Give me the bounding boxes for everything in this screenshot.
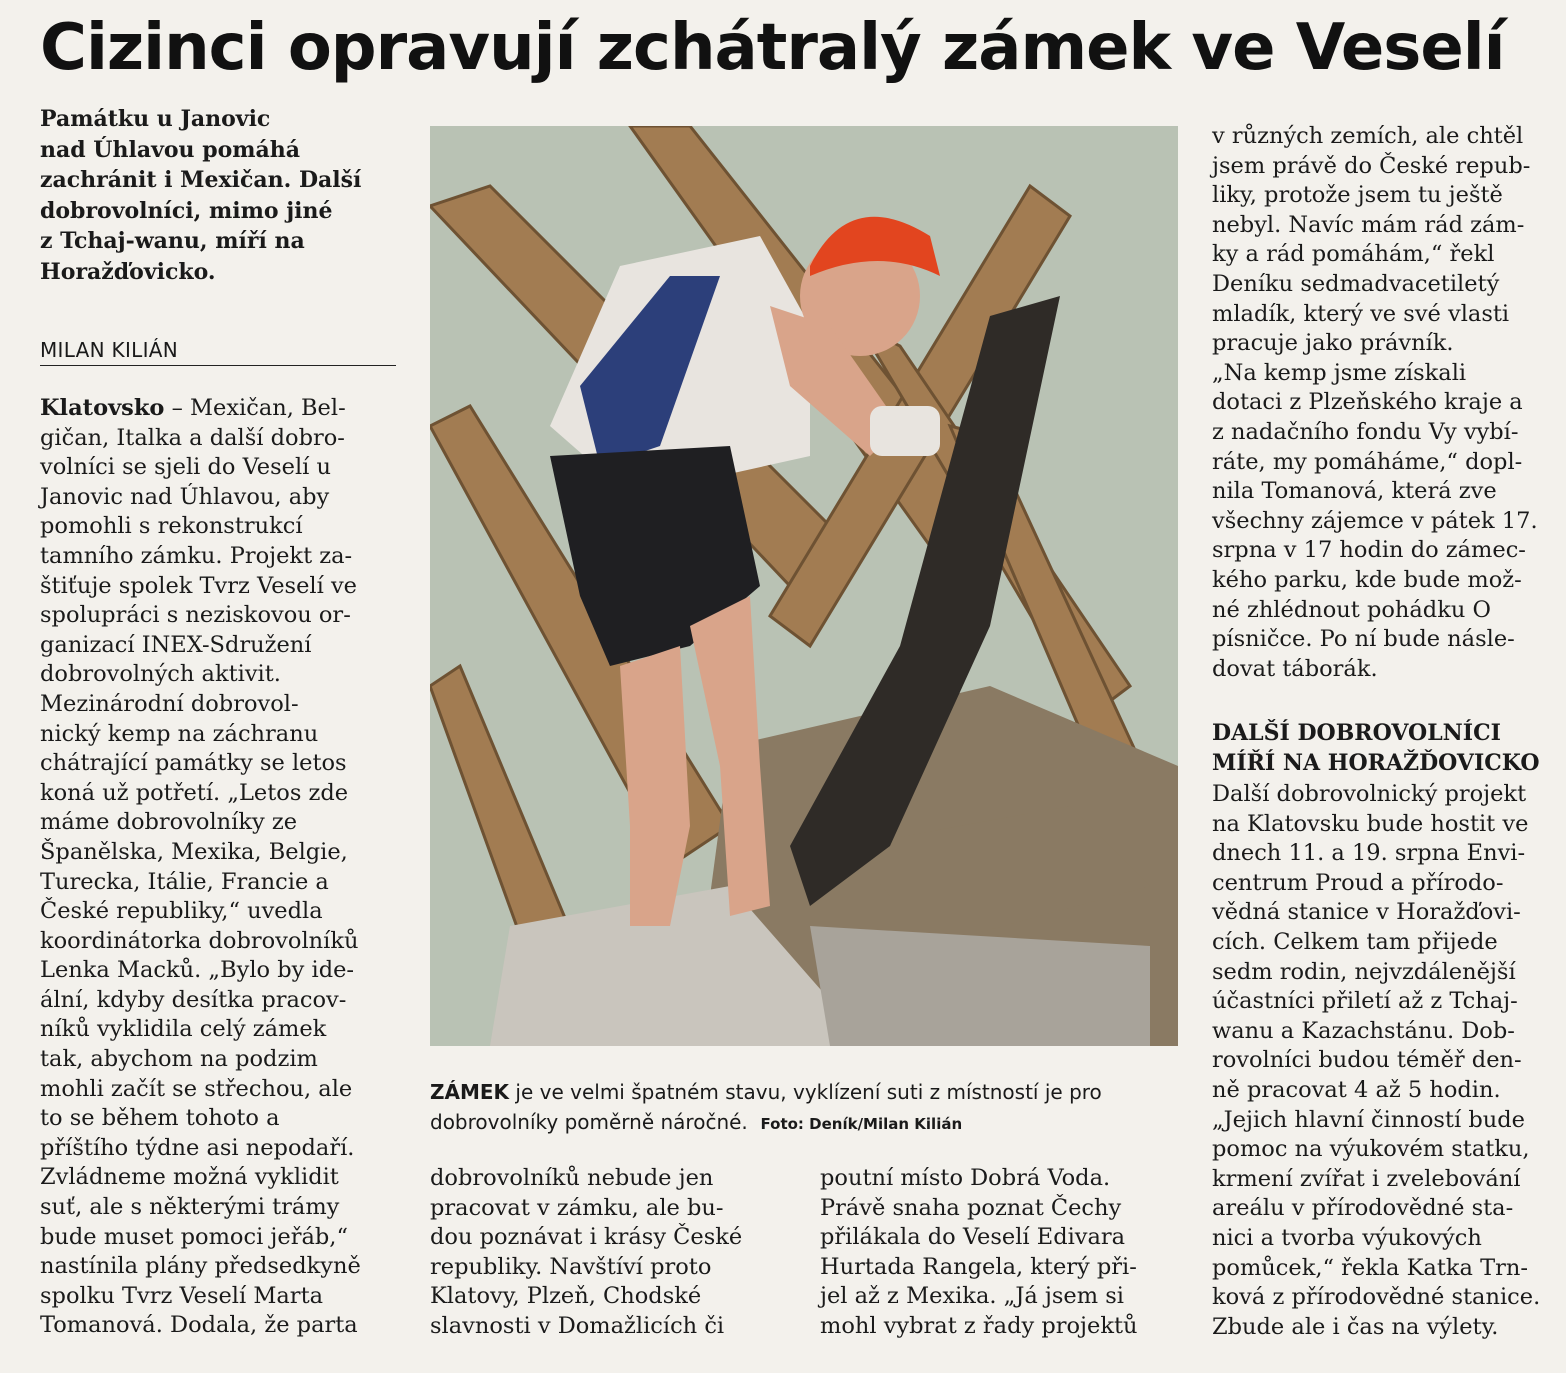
dateline-continuation: – Mexičan, Bel- [164, 395, 346, 421]
photo-illustration [430, 126, 1178, 1046]
text-line: dobrovolníci, mimo jiné [40, 197, 333, 224]
photo-caption [430, 1077, 1178, 1139]
text-line: centrum Proud a přírodo- [1212, 869, 1504, 896]
caption-text-2: dobrovolníky poměrně náročné. [430, 1110, 748, 1134]
text-line: z Tchaj-wanu, míří na [40, 228, 305, 254]
text-line: republiky. Navštíví proto [430, 1253, 712, 1280]
body-column-2 [430, 1164, 790, 1342]
text-line: vědná stanice v Horažďovi- [1212, 899, 1521, 926]
text-line: přilákala do Veselí Edivara [820, 1224, 1126, 1251]
text-line: ráte, my pomáháme,“ dopl- [1212, 448, 1523, 475]
text-line: suť, ale s některými trámy [40, 1194, 340, 1221]
text-line: mohli začít se střechou, ale [40, 1075, 353, 1102]
caption-line-2 [430, 1107, 1178, 1139]
caption-text-1: je ve velmi špatném stavu, vyklízení suti z místností je pro [509, 1080, 1102, 1104]
text-line: Zvládneme možná vyklidit [40, 1164, 339, 1191]
text-line: dou poznávat i krásy České [430, 1224, 743, 1251]
text-line: jsem právě do České repub- [1212, 152, 1531, 179]
text-line: „Jejich hlavní činností bude [1212, 1106, 1525, 1133]
text-line: Zbude ale i čas na výlety. [1212, 1313, 1499, 1340]
text-line: jel až z Mexika. „Já jsem si [820, 1283, 1124, 1310]
text-line: nila Tomanová, která zve [1212, 478, 1497, 505]
text-line: dnech 11. a 19. srpna Envi- [1212, 840, 1526, 867]
dateline-line [40, 394, 400, 424]
caption-line-1 [430, 1077, 1178, 1107]
text-line: dobrovolných aktivit. [40, 661, 281, 688]
article-photo [430, 126, 1178, 1046]
text-line: né zhlédnout pohádku O [1212, 596, 1491, 623]
text-line: poutní místo Dobrá Voda. [820, 1165, 1111, 1191]
headline: Cizinci opravují zchátralý zámek ve Veselí [40, 11, 1505, 85]
text-line: České republiky,“ uvedla [40, 898, 323, 925]
text-line: máme dobrovolníky ze [40, 809, 298, 836]
text-line: spolupráci s neziskovou or- [40, 602, 351, 629]
text-line: kého parku, kde bude mož- [1212, 566, 1522, 593]
text-line: Španělska, Mexika, Belgie, [40, 838, 348, 865]
text-line: z nadačního fondu Vy vybí- [1212, 418, 1519, 445]
text-line: písničce. Po ní bude násle- [1212, 626, 1515, 653]
text-line: níků vyklidila celý zámek [40, 1016, 327, 1043]
photo-credit: Foto: Deník/Milan Kilián [760, 1115, 963, 1133]
text-line: tamního zámku. Projekt za- [40, 542, 353, 569]
text-line: wanu a Kazachstánu. Dob- [1212, 1017, 1515, 1044]
text-line: nický kemp na záchranu [40, 720, 319, 747]
text-line: krmení zvířat i zvelebování [1212, 1165, 1521, 1192]
section-subheading [1212, 718, 1562, 778]
text-line: gičan, Italka a další dobro- [40, 424, 345, 451]
text-line: ální, kdyby desítka pracov- [40, 986, 347, 1013]
text-line: mohl vybrat z řady projektů [820, 1312, 1138, 1339]
text-line: koordinátorka dobrovolníků [40, 927, 359, 954]
lead-paragraph [40, 104, 400, 287]
text-line: cích. Celkem tam přijede [1212, 928, 1498, 955]
text-line: dotaci z Plzeňského kraje a [1212, 389, 1523, 416]
body-column-1 [40, 394, 400, 1341]
text-line: DALŠÍ DOBROVOLNÍCI [1212, 720, 1501, 746]
text-line: liky, protože jsem tu ještě [1212, 182, 1503, 209]
photo-glove [870, 406, 940, 456]
text-line: ky a rád pomáhám,“ řekl [1212, 241, 1495, 268]
text-line: všechny zájemce v pátek 17. [1212, 507, 1538, 534]
body-column-3 [820, 1164, 1180, 1342]
text-line: ková z přírodovědné stanice. [1212, 1284, 1541, 1311]
text-line: ganizací INEX-Sdružení [40, 631, 312, 658]
text-line: nici a tvorba výukových [1212, 1224, 1482, 1251]
text-line: nebyl. Navíc mám rád zám- [1212, 211, 1525, 238]
text-line: Turecka, Itálie, Francie a [40, 868, 329, 895]
text-line: srpna v 17 hodin do zámec- [1212, 537, 1526, 564]
text-line: chátrající památky se letos [40, 750, 347, 777]
text-line: Janovic nad Úhlavou, aby [40, 483, 330, 510]
byline: MILAN KILIÁN [40, 335, 396, 366]
text-line: pomohli s rekonstrukcí [40, 513, 303, 540]
text-line: pracovat v zámku, ale bu- [430, 1194, 724, 1221]
text-line: v různých zemích, ale chtěl [1212, 123, 1524, 149]
text-line: Hurtada Rangela, který při- [820, 1253, 1137, 1280]
text-line: štiťuje spolek Tvrz Veselí ve [40, 572, 357, 599]
text-line: dobrovolníků nebude jen [430, 1165, 714, 1191]
text-line: Horažďovicko. [40, 258, 216, 285]
text-line: dovat táborák. [1212, 655, 1378, 682]
text-line: Památku u Janovic [40, 106, 271, 132]
text-line: nad Úhlavou pomáhá [40, 136, 301, 163]
body-column-4-continued [1212, 780, 1562, 1342]
dateline: Klatovsko [40, 395, 165, 421]
text-line: pracuje jako právník. [1212, 330, 1454, 357]
text-line: pomoc na výukovém statku, [1212, 1136, 1530, 1163]
body-column-4 [1212, 122, 1562, 684]
text-line: tak, abychom na podzim [40, 1046, 318, 1073]
text-line: Další dobrovolnický projekt [1212, 781, 1527, 807]
text-line: na Klatovsku bude hostit ve [1212, 810, 1529, 837]
text-line: mladík, který ve své vlasti [1212, 300, 1510, 327]
text-line: nastínila plány předsedkyně [40, 1253, 361, 1280]
text-line: účastníci přiletí až z Tchaj- [1212, 988, 1518, 1015]
text-line: Klatovy, Plzeň, Chodské [430, 1283, 702, 1310]
text-line: koná už potřetí. „Letos zde [40, 779, 349, 806]
text-line: Mezinárodní dobrovol- [40, 690, 299, 717]
text-line: příštího týdne asi nepodaří. [40, 1134, 355, 1161]
text-line: ně pracovat 4 až 5 hodin. [1212, 1076, 1501, 1103]
text-line: to se během tohoto a [40, 1105, 280, 1132]
caption-lead: ZÁMEK [430, 1080, 510, 1104]
text-line: MÍŘÍ NA HORAŽĎOVICKO [1212, 750, 1540, 776]
text-line: Lenka Macků. „Bylo by ide- [40, 957, 355, 984]
text-line: pomůcek,“ řekla Katka Trn- [1212, 1254, 1528, 1281]
text-line: zachránit i Mexičan. Další [40, 167, 362, 193]
text-line: „Na kemp jsme získali [1212, 359, 1467, 386]
text-line: rovolníci budou téměř den- [1212, 1047, 1522, 1074]
text-line: Deníku sedmadvacetiletý [1212, 270, 1500, 297]
text-line: spolku Tvrz Veselí Marta [40, 1282, 324, 1309]
text-line: areálu v přírodovědné sta- [1212, 1195, 1514, 1222]
text-line: volníci se sjeli do Veselí u [40, 454, 331, 481]
text-line: slavnosti v Domažlicích či [430, 1312, 725, 1339]
text-line: Právě snaha poznat Čechy [820, 1194, 1122, 1221]
text-line: sedm rodin, nejvzdálenější [1212, 958, 1516, 985]
text-line: Tomanová. Dodala, že parta [40, 1312, 358, 1339]
text-line: bude muset pomoci jeřáb,“ [40, 1223, 348, 1250]
